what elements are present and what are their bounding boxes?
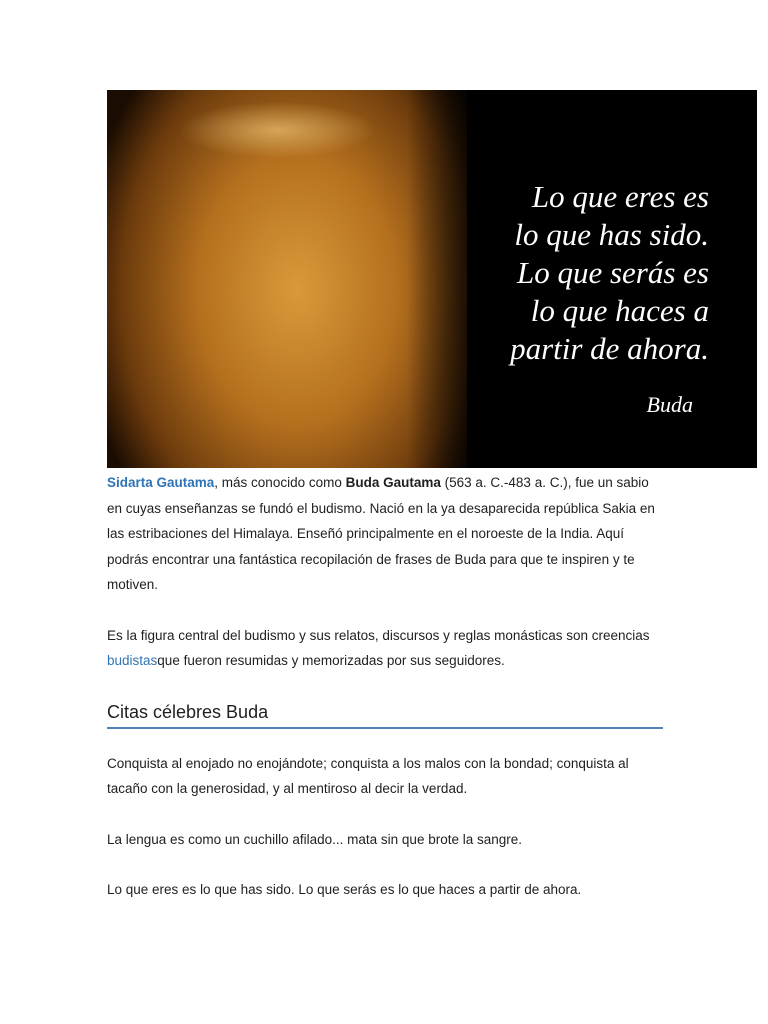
quote-paragraph: Conquista al enojado no enojándote; conquista a los malos con la bondad; conquista al tacaño con la generosidad, y al mentiroso al decir la verdad. — [107, 755, 629, 796]
hero-quote — [510, 178, 709, 368]
quote-paragraph: La lengua es como un cuchillo afilado... mata sin que brote la sangre. — [107, 831, 523, 847]
hero-image — [107, 90, 757, 468]
sidarta-gautama-link[interactable]: Sidarta Gautama — [107, 475, 215, 490]
section-heading: Citas célebres Buda — [107, 699, 663, 729]
hero-quote-line: lo que has sido. — [514, 217, 709, 252]
quote-paragraph: Lo que eres es lo que has sido. Lo que serás es lo que haces a partir de ahora. — [107, 882, 582, 897]
hero-quote-line: Lo que eres es — [531, 179, 709, 214]
buda-gautama-bold: Buda Gautama — [345, 475, 441, 490]
article-body — [107, 470, 663, 928]
hero-quote-line: Lo que serás es — [516, 255, 709, 290]
hero-quote-line: lo que haces a — [530, 293, 709, 328]
budistas-link[interactable]: budistas — [107, 653, 158, 668]
hero-quote-line: partir de ahora. — [510, 331, 709, 366]
second-paragraph: Es la figura central del budismo y sus relatos, discursos y reglas monásticas son creencias budistasque fueron resumidas y memorizadas por sus seguidores. — [107, 627, 650, 668]
intro-paragraph: Sidarta Gautama, más conocido como Buda Gautama (563 a. C.-483 a. C.), fue un sabio en cuyas enseñanzas se fundó el budismo. Nació en la ya desaparecida república Sakia en las estribaciones del Himalaya. Enseñó principalmente en el noroeste de la India. Aquí podrás encontrar una fantástica recopilación de frases de Buda para que te inspiren y te motiven. — [107, 475, 655, 592]
hero-quote-author: Buda — [646, 392, 693, 417]
